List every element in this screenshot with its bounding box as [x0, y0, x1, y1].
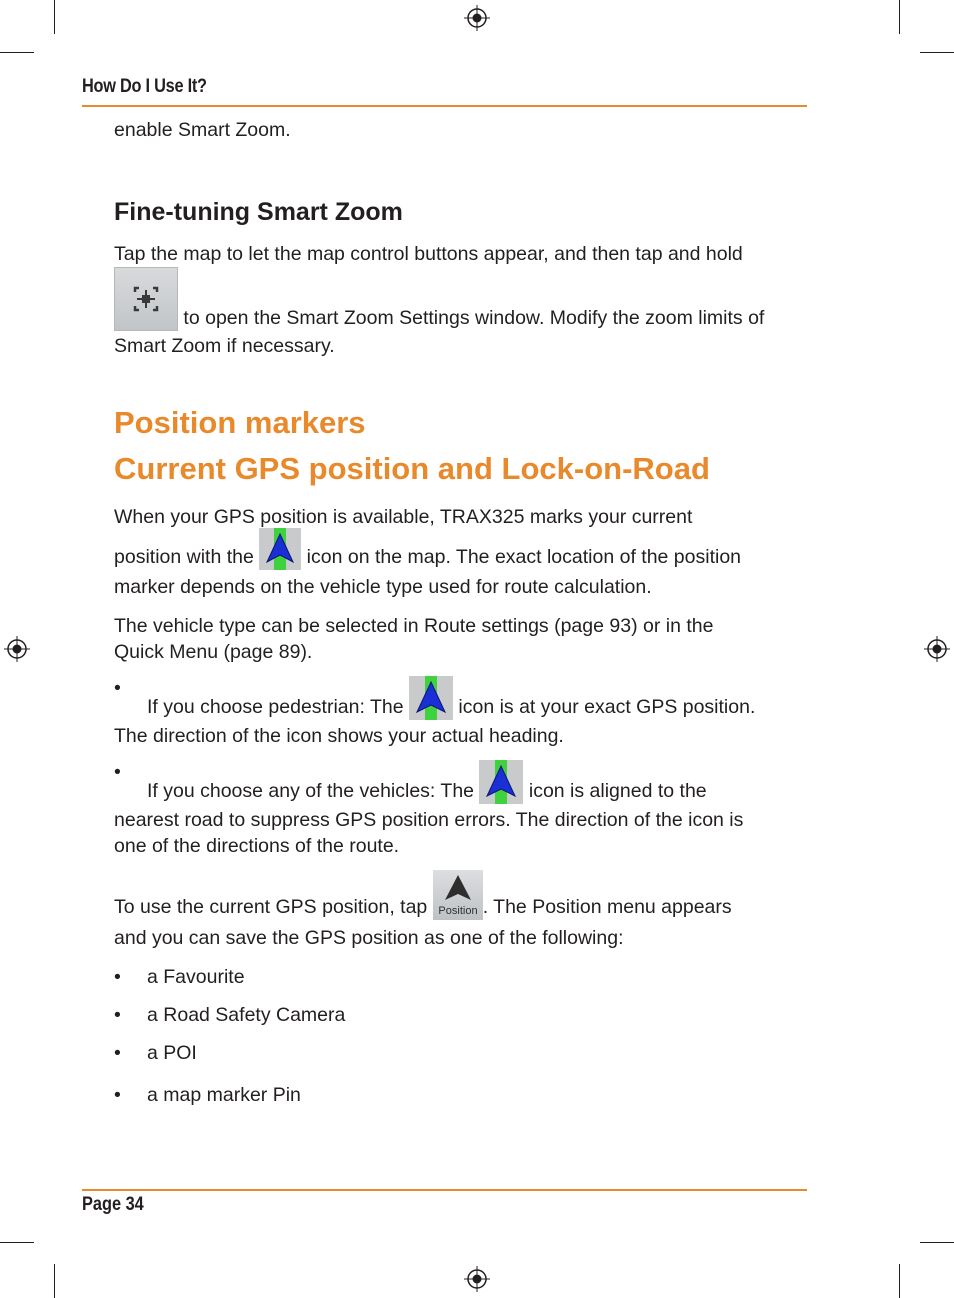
crop-mark: [920, 1242, 954, 1243]
paragraph-line: Smart Zoom if necessary.: [114, 335, 335, 357]
bullet: •: [114, 677, 121, 699]
paragraph-line: Quick Menu (page 89).: [114, 641, 313, 663]
crop-mark: [54, 1264, 55, 1298]
paragraph-line: Tap the map to let the map control buttons appear, and then tap and hold: [114, 243, 743, 265]
paragraph-text: position with the: [114, 546, 260, 568]
crop-mark: [0, 52, 34, 53]
header-rule: [82, 105, 807, 107]
paragraph-text: . The Position menu appears: [482, 896, 732, 918]
section-heading: Fine-tuning Smart Zoom: [114, 198, 403, 226]
paragraph-line-with-icon: [114, 267, 764, 331]
paragraph-line: one of the directions of the route.: [114, 835, 400, 857]
page-header: [82, 76, 807, 98]
footer-rule: [82, 1189, 807, 1191]
section-heading-orange: Position markers: [114, 405, 366, 440]
registration-mark-icon: [464, 1266, 490, 1292]
paragraph-text: to open the Smart Zoom Settings window. Modify the zoom limits of: [178, 307, 765, 329]
pedestrian-arrow-icon: [409, 676, 453, 720]
list-item-text: a map marker Pin: [147, 1084, 301, 1106]
registration-mark-icon: [464, 5, 490, 31]
paragraph-line: nearest road to suppress GPS position errors. The direction of the icon is: [114, 809, 744, 831]
paragraph-line: and you can save the GPS position as one of the following:: [114, 927, 624, 949]
paragraph-line-with-icon: [114, 870, 732, 920]
paragraph-text: icon on the map. The exact location of the position: [301, 546, 742, 568]
position-button-label: Position: [438, 905, 478, 917]
crop-mark: [0, 1242, 34, 1243]
bullet: •: [114, 761, 121, 783]
crop-mark: [899, 0, 900, 34]
page-number: Page 34: [82, 1194, 144, 1215]
bullet: •: [114, 1042, 121, 1064]
paragraph-line: The vehicle type can be selected in Route settings (page 93) or in the: [114, 615, 714, 637]
bullet: •: [114, 966, 121, 988]
paragraph-line: marker depends on the vehicle type used for route calculation.: [114, 576, 652, 598]
list-item-text: a Road Safety Camera: [147, 1004, 346, 1026]
gps-arrow-icon: [259, 528, 301, 570]
registration-mark-icon: [924, 636, 950, 662]
paragraph-text: If you choose any of the vehicles: The: [147, 780, 480, 802]
paragraph-line: When your GPS position is available, TRAX325 marks your current: [114, 506, 693, 528]
registration-mark-icon: [4, 636, 30, 662]
paragraph-text: To use the current GPS position, tap: [114, 896, 433, 918]
bullet: •: [114, 1004, 121, 1026]
list-item-text: a POI: [147, 1042, 197, 1064]
paragraph-text: icon is aligned to the: [523, 780, 707, 802]
paragraph-line-with-icon: [114, 528, 741, 570]
list-item-text: a Favourite: [147, 966, 245, 988]
vehicle-arrow-icon: [479, 760, 523, 804]
bullet: •: [114, 1084, 121, 1106]
paragraph-line: The direction of the icon shows your actual heading.: [114, 725, 564, 747]
paragraph-text: icon is at your exact GPS position.: [452, 696, 756, 718]
subsection-heading-orange: Current GPS position and Lock-on-Road: [114, 451, 710, 486]
header-title: How Do I Use It?: [82, 76, 207, 97]
smart-zoom-button-icon: [114, 267, 178, 331]
crop-mark: [899, 1264, 900, 1298]
intro-text: enable Smart Zoom.: [114, 119, 291, 141]
position-button-icon: [433, 870, 483, 920]
crop-mark: [54, 0, 55, 34]
paragraph-text: If you choose pedestrian: The: [147, 696, 409, 718]
crop-mark: [920, 52, 954, 53]
